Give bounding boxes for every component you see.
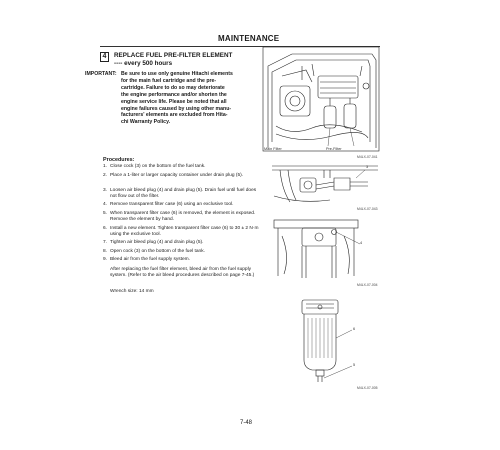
section-number: 4 (100, 52, 109, 62)
important-line: engine service life. Please be noted that all (121, 98, 227, 105)
important-line: chi Warranty Policy. (121, 119, 171, 126)
procedure-step (103, 257, 261, 263)
filter-case-callout: 6 (353, 327, 356, 331)
important-line: the engine performance and/or shorten the (121, 91, 227, 98)
step-text: When transparent filter case (6) is removed, the element is exposed. Remove the element by hand. (110, 211, 256, 223)
air-bleed-plug-callout: 4 (360, 241, 363, 245)
step-number: 2. (103, 173, 108, 178)
important-line: Be sure to use only genuine Hitachi elements (121, 71, 233, 77)
main-filter-label: Main Filter (264, 147, 282, 151)
pre-filter-head-illustration (272, 216, 378, 282)
figure-fuel-cock (270, 160, 380, 208)
page-number: 7-48 (240, 420, 253, 426)
drain-plug-callout: 5 (353, 363, 356, 367)
procedures-title: Procedures: (103, 157, 135, 163)
section-interval: ---- every 500 hours (114, 59, 173, 67)
engine-compartment-illustration (262, 46, 380, 154)
procedure-step (103, 240, 261, 246)
figure-air-bleed-plug (272, 216, 378, 282)
fuel-cock-illustration (270, 160, 380, 208)
procedure-step (103, 211, 261, 224)
important-label: IMPORTANT: (85, 71, 117, 77)
figure-engine-compartment (262, 46, 380, 154)
important-line: cartridge. Failure to do so may deteriorate (121, 84, 225, 91)
cock-callout: 3 (366, 165, 369, 169)
procedure-step (103, 164, 261, 170)
procedure-step (103, 249, 261, 255)
step-text: Bleed air from the fuel supply system. (110, 257, 190, 262)
important-line: facturers' elements are excluded from Hita- (121, 112, 228, 119)
figure-caption: M4LX-07-041 (357, 155, 378, 159)
step-text: Open cock (3) on the bottom of the fuel tank. (110, 249, 205, 254)
procedure-step (103, 202, 261, 208)
step-number: 1. (103, 164, 108, 169)
step-text: Remove transparent filter case (6) using an exclusive tool. (110, 202, 234, 207)
page-title: MAINTENANCE (218, 34, 280, 43)
step-text: Install a new element. Tighten transparent filter case (6) to 30 ± 2 N·m using the exclusive tool. (110, 226, 259, 238)
important-line: for the main fuel cartridge and the pre- (121, 77, 217, 84)
step-number: 6. (103, 226, 108, 231)
figure-caption: M4LX-07-043 (357, 207, 378, 211)
page-header (0, 34, 500, 46)
step-text: Close cock (3) on the bottom of the fuel tank. (110, 164, 206, 169)
important-line: engine failures caused by using other manu- (121, 105, 232, 112)
step-text: Tighten air bleed plug (4) and drain plug (5). (110, 240, 204, 245)
procedure-step (103, 173, 261, 179)
step-text: Place a 1-liter or larger capacity container under drain plug (5). (110, 173, 244, 178)
step-number: 4. (103, 202, 108, 207)
procedure-step (103, 226, 261, 239)
step-text: Loosen air bleed plug (4) and drain plug (5). Drain fuel until fuel does not flow out of the filter. (110, 188, 257, 200)
procedure-step (103, 188, 261, 201)
figure-caption: M4LX-07-004 (357, 283, 378, 287)
step-number: 7. (103, 240, 108, 245)
pre-filter-label: Pre-Filter (326, 147, 342, 151)
section-title: REPLACE FUEL PRE-FILTER ELEMENT (114, 52, 233, 59)
air-bleed-note: After replacing the fuel filter element, bleed air from the fuel supply system. (Refer to the air bleed procedures described on page 7-45.) (110, 267, 255, 279)
step-number: 9. (103, 257, 108, 262)
figure-filter-case (290, 298, 370, 386)
important-text (121, 71, 257, 126)
figure-caption: M4LX-07-005 (357, 386, 378, 390)
step-number: 8. (103, 249, 108, 254)
step-number: 3. (103, 188, 108, 193)
step-number: 5. (103, 211, 108, 216)
wrench-size: Wrench size: 14 mm (110, 289, 154, 294)
filter-case-illustration (290, 298, 370, 386)
